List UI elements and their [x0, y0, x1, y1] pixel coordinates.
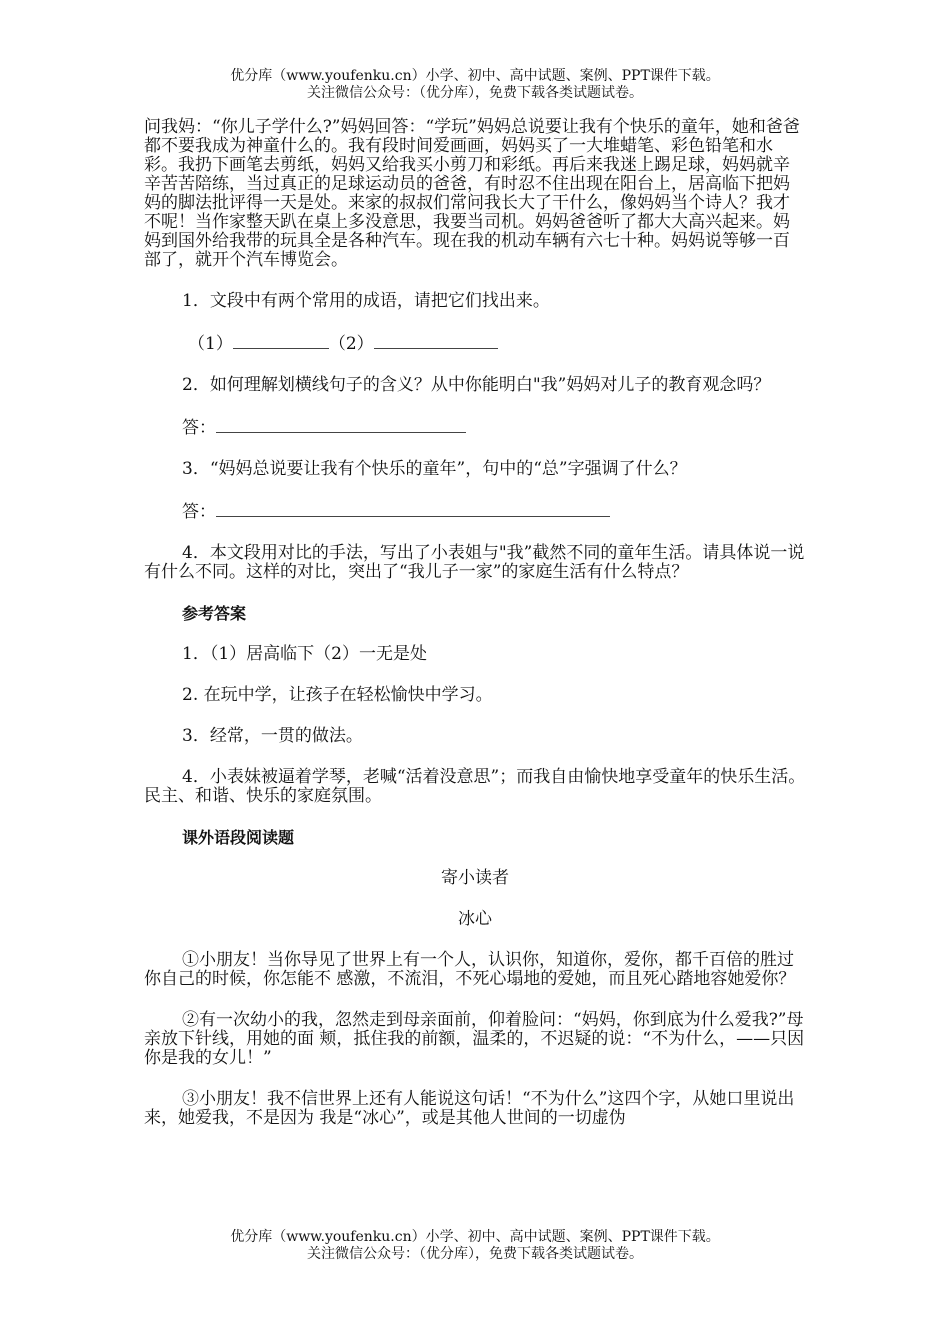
answer-line[interactable]	[216, 501, 610, 517]
answer-2: 2. 在玩中学，让孩子在轻松愉快中学习。	[182, 685, 493, 705]
answer-3: 3．经常，一贯的做法。	[182, 726, 363, 746]
answers-heading: 参考答案	[182, 604, 247, 623]
question-4: 4．本文段用对比的手法，写出了小表姐与"我”截然不同的童年生活。请具体说一说有什么不同。这样的对比，突出了“我儿子一家”的家庭生活有什么特点？	[144, 543, 805, 582]
question-3-answer	[144, 501, 806, 522]
reading-heading: 课外语段阅读题	[182, 828, 295, 847]
blank-2-line[interactable]	[374, 333, 498, 349]
article-paragraph-3: ③小朋友！我不信世界上还有人能说这句话！“不为什么”这四个字，从她口里说出来，她爱我，不是因为 我是“冰心”，或是其他人世间的一切虚伪	[144, 1089, 795, 1128]
article-author: 冰心	[458, 909, 492, 929]
page-header	[0, 68, 950, 102]
question-2-answer	[144, 417, 806, 438]
article-paragraph-2: ②有一次幼小的我，忽然走到母亲面前，仰着脸问：“妈妈，你到底为什么爱我?”母亲放下针线，用她的面 颊，抵住我的前额，温柔的，不迟疑的说：“不为什么，——只因你是我的女儿！”	[144, 1010, 805, 1068]
footer-line-2: 关注微信公众号：（优分库），免费下载各类试题试卷。	[307, 1246, 643, 1262]
question-2: 2．如何理解划横线句子的含义？从中你能明白"我”妈妈对儿子的教育观念吗？	[182, 375, 771, 395]
blank-2-label: （2）	[328, 334, 374, 354]
header-line-2: 关注微信公众号：（优分库），免费下载各类试题试卷。	[307, 85, 643, 101]
main-content	[144, 118, 806, 1128]
blank-1-line[interactable]	[233, 333, 329, 349]
footer-line-1: 优分库（www.youfenku.cn）小学、初中、高中试题、案例、PPT课件下载。	[230, 1229, 720, 1245]
passage-paragraph: 问我妈：“你儿子学什么?”妈妈回答：“学玩”妈妈总说要让我有个快乐的童年，她和爸爸都不要我成为神童什么的。我有段时间爱画画，妈妈买了一大堆蜡笔、彩色铅笔和水彩。我扔下画笔去剪纸，妈妈又给我买小剪刀和彩纸。再后来我迷上踢足球，妈妈就辛辛苦苦陪练，当过真正的足球运动员的爸爸，有时忍不住出现在阳台上，居高临下把妈妈的脚法批评得一天是处。来家的叔叔们常问我长大了干什么，像妈妈当个诗人？我才不呢！当作家整天趴在桌上多没意思，我要当司机。妈妈爸爸听了都大大高兴起来。妈妈到国外给我带的玩具全是各种汽车。现在我的机动车辆有六七十种。妈妈说等够一百部了，就开个汽车博览会。	[144, 117, 800, 270]
question-1-blanks	[144, 333, 806, 354]
blank-1-label: （1）	[188, 334, 233, 354]
answer-4: 4．小表妹被逼着学琴，老喊“活着没意思”；而我自由愉快地享受童年的快乐生活。民主、和谐、快乐的家庭氛围。	[144, 767, 806, 806]
answer-label: 答：	[182, 502, 216, 522]
page-footer	[0, 1229, 950, 1263]
article-paragraph-1: ①小朋友！当你导见了世界上有一个人，认识你，知道你，爱你，都千百倍的胜过你自己的时候，你怎能不 感激，不流泪，不死心塌地的爱她，而且死心踏地容她爱你？	[144, 950, 796, 989]
header-line-1: 优分库（www.youfenku.cn）小学、初中、高中试题、案例、PPT课件下载。	[230, 68, 720, 84]
answer-line[interactable]	[216, 417, 466, 433]
answer-1: 1．（1）居高临下（2）一无是处	[182, 644, 427, 664]
question-3: 3．“妈妈总说要让我有个快乐的童年”，句中的“总”字强调了什么？	[182, 459, 687, 479]
article-title: 寄小读者	[441, 868, 509, 888]
question-1: 1．文段中有两个常用的成语，请把它们找出来。	[182, 291, 550, 311]
answer-label: 答：	[182, 418, 216, 438]
